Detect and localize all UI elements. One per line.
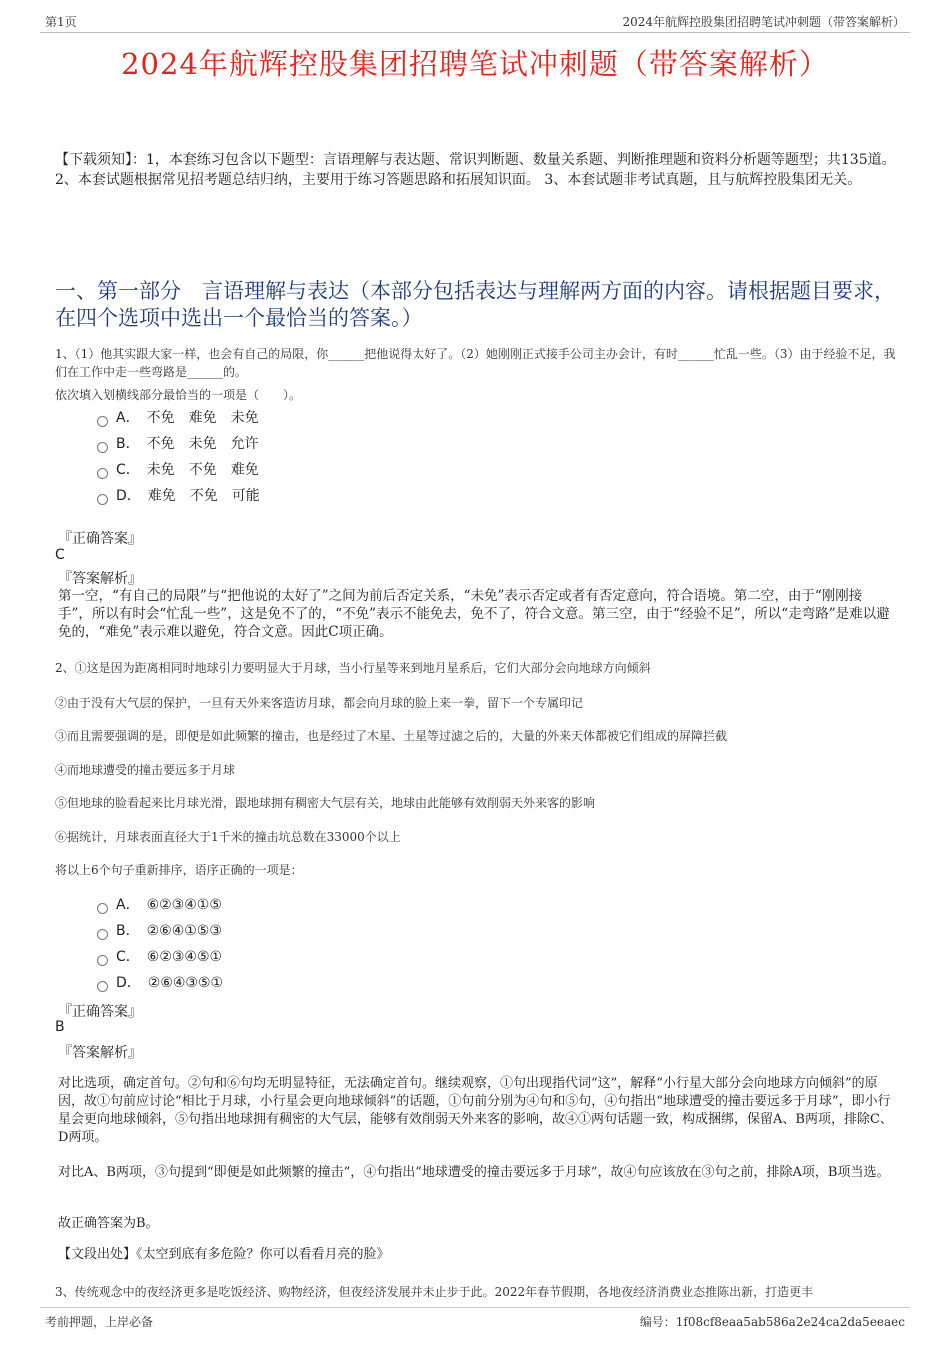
q1-answer: C [55, 547, 65, 563]
radio-icon[interactable] [97, 416, 108, 427]
q3-stem: 3、传统观念中的夜经济更多是吃饭经济、购物经济，但夜经济发展并未止步于此。2022年春节假期，各地夜经济消费业态推陈出新，打造更丰 [55, 1285, 814, 1299]
q2-sentence-6: ⑥据统计，月球表面直径大于1千米的撞击坑总数在33000个以上 [55, 830, 401, 844]
q1-analysis: 第一空，“有自己的局限”与“把他说的太好了”之间为前后否定关系，“未免”表示否定或者有否定意向，符合语境。第二空，由于“刚刚接手”，所以有时会“忙乱一些”，这是免不了的，“不免”表示不能免去，免不了，符合文意。第三空，由于“经验不足”，所以“走弯路”是难以避免的，“难免”表示难以避免，符合文意。因此C项正确。 [58, 588, 890, 640]
q1-option-c[interactable]: C． 未免 不免 难免 [97, 457, 260, 483]
q2-option-b[interactable]: B． ②⑥④①⑤③ [97, 918, 223, 944]
page-number: 第1页 [45, 15, 77, 29]
q2-answer: B [55, 1019, 65, 1035]
q1-option-b[interactable]: B． 不免 未免 允许 [97, 431, 260, 457]
q2-source: 【文段出处】《太空到底有多危险？你可以看看月亮的脸》 [58, 1247, 390, 1262]
radio-icon[interactable] [97, 442, 108, 453]
q2-options [97, 892, 223, 996]
q2-sentence-4: ④而地球遭受的撞击要远多于月球 [55, 763, 236, 777]
radio-icon[interactable] [97, 468, 108, 479]
q2-answer-label: 『正确答案』 [58, 1004, 142, 1020]
q2-sentence-1: 2、①这是因为距离相同时地球引力要明显大于月球，当小行星等来到地月星系后，它们大部分会向地球方向倾斜 [55, 661, 651, 675]
q1-prompt: 依次填入划横线部分最恰当的一项是（ ）。 [55, 388, 302, 402]
footer-doc-id: 编号：1f08cf8eaa5ab586a2e24ca2da5eeaec [639, 1315, 905, 1329]
page-header [40, 10, 910, 33]
q1-analysis-label: 『答案解析』 [58, 571, 142, 587]
section-heading: 一、第一部分 言语理解与表达（本部分包括表达与理解两方面的内容。请根据题目要求，在四个选项中选出一个最恰当的答案。） [55, 279, 895, 330]
radio-icon[interactable] [97, 981, 108, 992]
footer-divider [40, 1307, 910, 1308]
radio-icon[interactable] [97, 903, 108, 914]
radio-icon[interactable] [97, 494, 108, 505]
q2-option-a[interactable]: A． ⑥②③④①⑤ [97, 892, 223, 918]
download-notice: 【下载须知】：1，本套练习包含以下题型：言语理解与表达题、常识判断题、数量关系题、判断推理题和资料分析题等题型；共135道。 2、本套试题根据常见招考题总结归纳，主要用于练习答题思路和拓展知识面。 3、本套试题非考试真题，且与航辉控股集团无关。 [55, 152, 896, 188]
q1-answer-label: 『正确答案』 [58, 531, 142, 547]
q2-analysis-para-2: 对比A、B两项，③句提到“即便是如此频繁的撞击”，④句指出“地球遭受的撞击要远多于月球”，故④句应该放在③句之前，排除A项，B项当选。 [58, 1165, 890, 1180]
q2-analysis-label: 『答案解析』 [58, 1045, 142, 1061]
q1-option-d[interactable]: D． 难免 不免 可能 [97, 483, 260, 509]
q1-stem: 1、（1）他其实跟大家一样，也会有自己的局限，你______把他说得太好了。（2）她刚刚正式接手公司主办会计，有时______忙乱一些。（3）由于经验不足，我们在工作中走一些弯路是______的。 [55, 347, 896, 379]
q2-sentence-3: ③而且需要强调的是，即便是如此频繁的撞击，也是经过了木星、土星等过滤之后的，大量的外来天体都被它们组成的屏障拦截 [55, 729, 728, 743]
q1-options [97, 405, 260, 509]
q2-option-c[interactable]: C． ⑥②③④⑤① [97, 944, 223, 970]
q1-option-a[interactable]: A． 不免 难免 未免 [97, 405, 260, 431]
radio-icon[interactable] [97, 929, 108, 940]
q2-analysis-para-3: 故正确答案为B。 [58, 1216, 159, 1231]
page-title: 2024年航辉控股集团招聘笔试冲刺题（带答案解析） [121, 47, 829, 81]
q2-prompt: 将以上6个句子重新排序，语序正确的一项是： [55, 863, 303, 877]
q2-sentence-5: ⑤但地球的脸看起来比月球光滑，跟地球拥有稠密大气层有关，地球由此能够有效削弱天外来客的影响 [55, 796, 596, 810]
q2-sentence-2: ②由于没有大气层的保护，一旦有天外来客造访月球，都会向月球的脸上来一拳，留下一个专属印记 [55, 696, 584, 710]
q2-option-d[interactable]: D． ②⑥④③⑤① [97, 970, 223, 996]
header-doc-title: 2024年航辉控股集团招聘笔试冲刺题（带答案解析） [622, 15, 905, 29]
footer-slogan: 考前押题，上岸必备 [45, 1315, 154, 1329]
q2-analysis-para-1: 对比选项，确定首句。②句和⑥句均无明显特征，无法确定首句。继续观察，①句出现指代词“这”，解释“小行星大部分会向地球方向倾斜”的原因，故①句前应讨论“相比于月球，小行星会更向地球倾斜”的话题，①句前分别为④句和⑤句，④句指出“地球遭受的撞击要远多于月球”，即小行星会更向地球倾斜，⑤句指出地球拥有稠密的大气层，能够有效削弱天外来客的影响，故④①两句话题一致，构成捆绑，保留A、B两项，排除C、D两项。 [58, 1076, 893, 1145]
radio-icon[interactable] [97, 955, 108, 966]
